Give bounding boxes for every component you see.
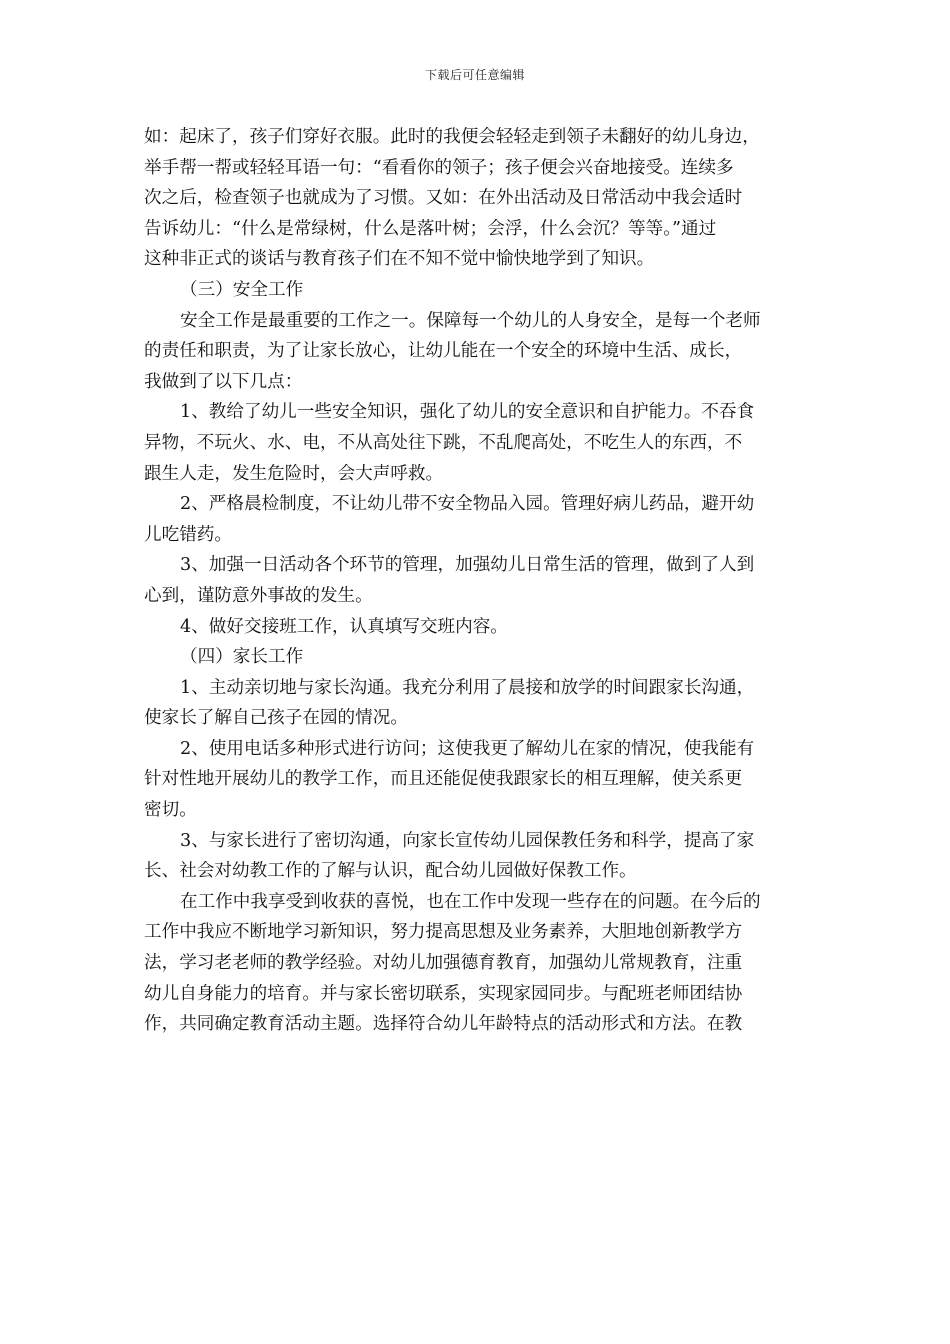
text-line: 跟生人走，发生危险时，会大声呼救。: [144, 463, 444, 484]
text-line: 3、与家长进行了密切沟通，向家长宣传幼儿园保教任务和科学，提高了家: [180, 830, 755, 851]
section-heading: （四）家长工作: [180, 647, 304, 668]
text-line: 心到，谨防意外事故的发生。: [144, 585, 373, 606]
text-line: 针对性地开展幼儿的教学工作，而且还能促使我跟家长的相互理解，使关系更: [144, 769, 743, 790]
text-line: 作，共同确定教育活动主题。选择符合幼儿年龄特点的活动形式和方法。在教: [144, 1014, 743, 1035]
text-line: 4、做好交接班工作，认真填写交班内容。: [180, 616, 508, 637]
text-line: 这种非正式的谈话与教育孩子们在不知不觉中愉快地学到了知识。: [144, 249, 655, 270]
text-line: 2、严格晨检制度，不让幼儿带不安全物品入园。管理好病儿药品，避开幼: [180, 494, 755, 515]
text-line: 如：起床了，孩子们穿好衣服。此时的我便会轻轻走到领子未翻好的幼儿身边，: [144, 127, 760, 147]
text-line: 在工作中我享受到收获的喜悦，也在工作中发现一些存在的问题。在今后的: [180, 891, 761, 912]
text-line: 1、教给了幼儿一些安全知识，强化了幼儿的安全意识和自护能力。不吞食: [180, 402, 755, 423]
text-line: 安全工作是最重要的工作之一。保障每一个幼儿的人身安全，是每一个老师: [180, 310, 761, 331]
text-line: 长、社会对幼教工作的了解与认识，配合幼儿园做好保教工作。: [144, 861, 637, 882]
text-line: 2、使用电话多种形式进行访问；这使我更了解幼儿在家的情况，使我能有: [180, 738, 755, 759]
text-line: 举手帮一帮或轻轻耳语一句：“看看你的领子；孩子便会兴奋地接受。连续多: [144, 157, 734, 178]
section-heading: （三）安全工作: [180, 279, 304, 300]
document-body: [144, 122, 810, 1040]
text-line: 告诉幼儿：“什么是常绿树，什么是落叶树；会浮，什么会沉？等等。”通过: [144, 218, 717, 239]
text-line: 我做到了以下几点：: [144, 371, 303, 392]
text-line: 3、加强一日活动各个环节的管理，加强幼儿日常生活的管理，做到了人到: [180, 555, 755, 576]
text-line: 儿吃错药。: [144, 524, 232, 545]
text-line: 密切。: [144, 800, 197, 821]
page-header: 下载后可任意编辑: [424, 68, 525, 82]
text-line: 异物，不玩火、水、电，不从高处往下跳，不乱爬高处，不吃生人的东西，不: [144, 432, 743, 453]
text-line: 的责任和职责，为了让家长放心，让幼儿能在一个安全的环境中生活、成长，: [144, 341, 743, 362]
text-line: 法，学习老老师的教学经验。对幼儿加强德育教育，加强幼儿常规教育，注重: [144, 953, 743, 974]
text-line: 使家长了解自己孩子在园的情况。: [144, 708, 408, 729]
text-line: 工作中我应不断地学习新知识，努力提高思想及业务素养，大胆地创新教学方: [144, 922, 743, 943]
text-line: 次之后，检查领子也就成为了习惯。又如：在外出活动及日常活动中我会适时: [144, 188, 743, 209]
text-line: 幼儿自身能力的培育。并与家长密切联系，实现家园同步。与配班老师团结协: [144, 983, 743, 1004]
text-line: 1、主动亲切地与家长沟通。我充分利用了晨接和放学的时间跟家长沟通，: [180, 677, 755, 698]
